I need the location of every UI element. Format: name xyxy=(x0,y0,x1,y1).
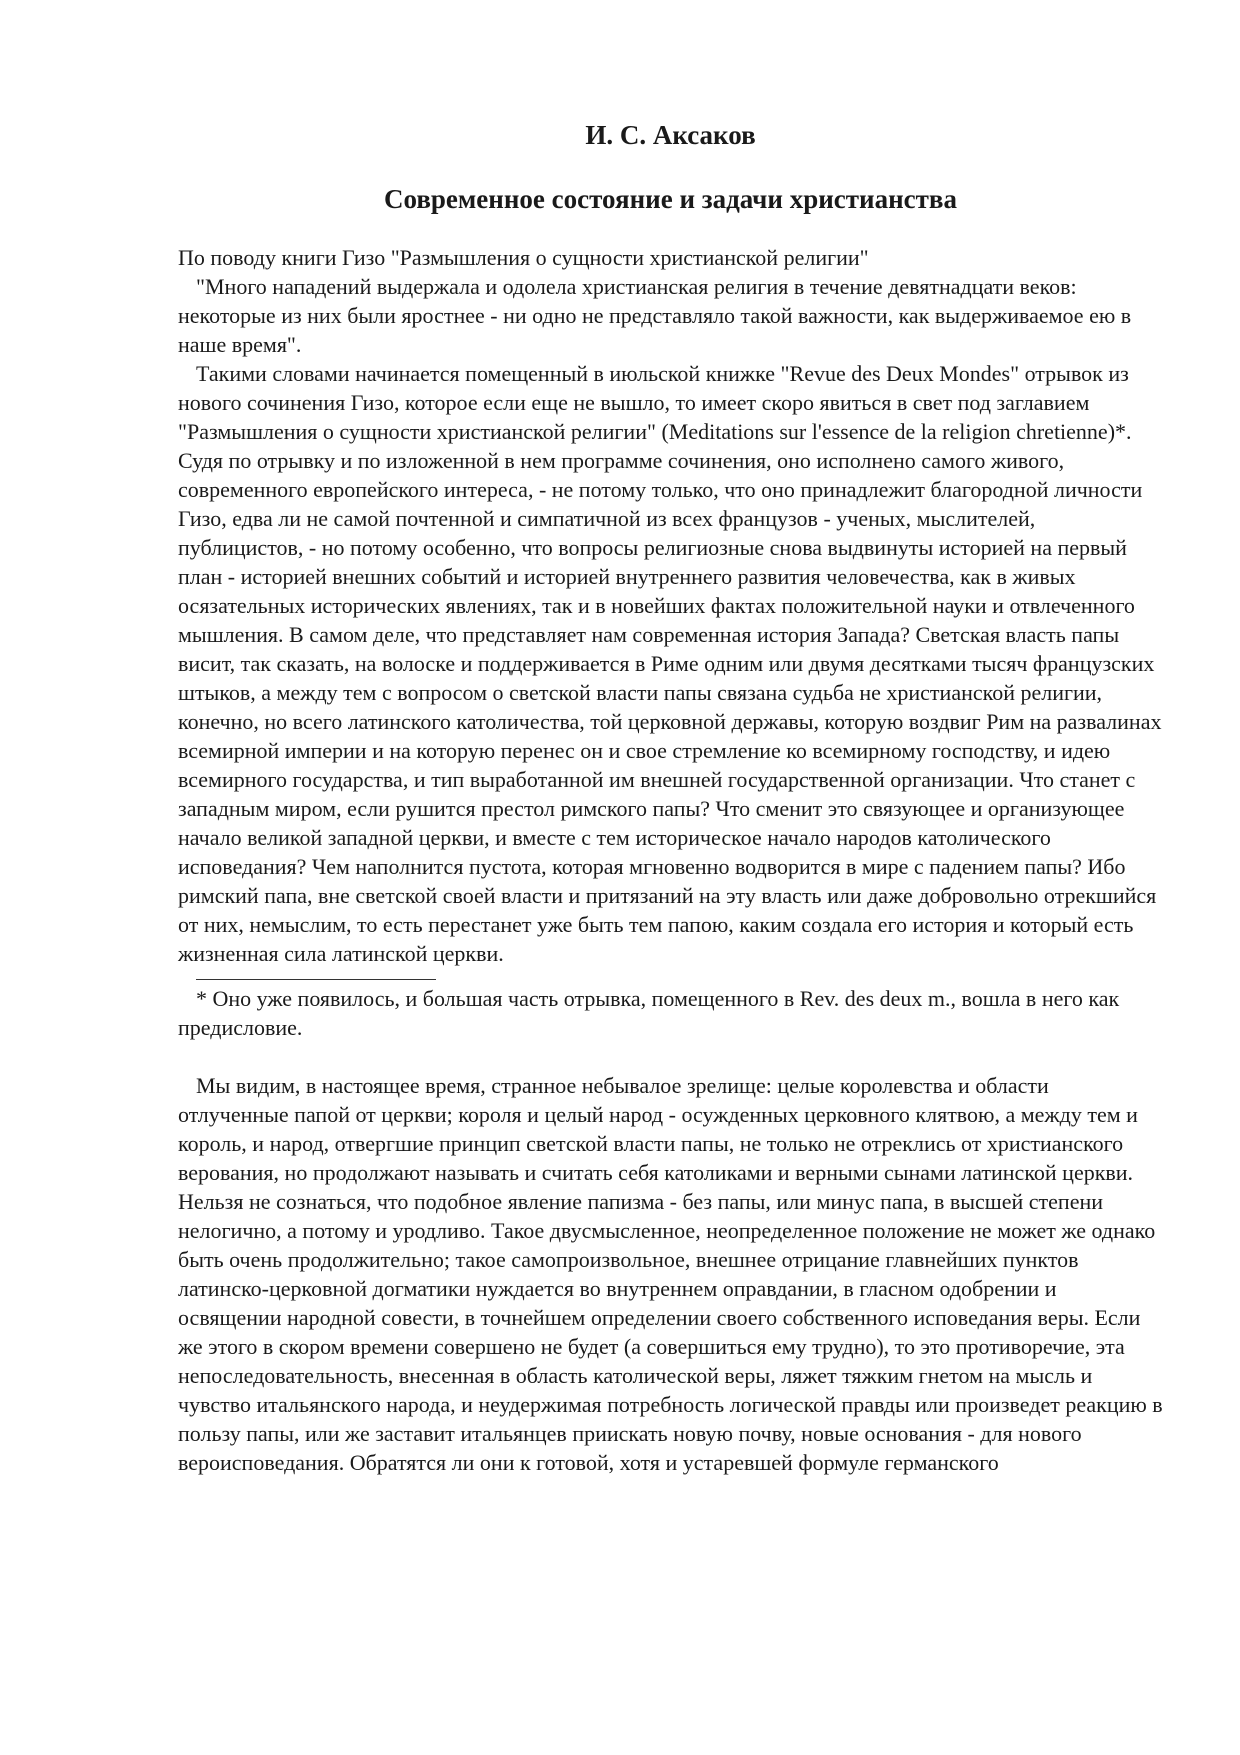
paragraph-2: Такими словами начинается помещенный в июльской книжке "Revue des Deux Mondes" отрывок из нового сочинения Гизо, которое если еще не вышло, то имеет скоро явиться в свет под заглавием "Размышления о сущности христианской религии" (Meditations sur l'essence de la religion chretienne)*. Судя по отрывку и по изложенной в нем программе сочинения, оно исполнено самого живого, современного европейского интереса, - не потому только, что оно принадлежит благородной личности Гизо, едва ли не самой почтенной и симпатичной из всех французов - ученых, мыслителей, публицистов, - но потому особенно, что вопросы религиозные снова выдвинуты историей на первый план - историей внешних событий и историей внутреннего развития человечества, как в живых осязательных исторических явлениях, так и в новейших фактах положительной науки и отвлеченного мышления. В самом деле, что представляет нам современная история Запада? Светская власть папы висит, так сказать, на волоске и поддерживается в Риме одним или двумя десятками тысяч французских штыков, а между тем с вопросом о светской власти папы связана судьба не христианской религии, конечно, но всего латинского католичества, той церковной державы, которую воздвиг Рим на развалинах всемирной империи и на которую перенес он и свое стремление ко всемирному господству, и идею всемирного государства, и тип выработанной им внешней государственной организации. Что станет с западным миром, если рушится престол римского папы? Что сменит это связующее и организующее начало великой западной церкви, и вместе с тем историческое начало народов католического исповедания? Чем наполнится пустота, которая мгновенно водворится в мире с падением папы? Ибо римский папа, вне светской своей власти и притязаний на эту власть или даже добровольно отрекшийся от них, немыслим, то есть перестанет уже быть тем папою, каким создала его история и который есть жизненная сила латинской церкви. xyxy=(178,361,1162,966)
footnote: * Оно уже появилось, и большая часть отрывка, помещенного в Rev. des deux m., вошла в него как предисловие. xyxy=(178,986,1120,1040)
footnote-separator xyxy=(196,979,436,980)
paragraph-gap xyxy=(178,1042,1163,1071)
paragraph-3: Мы видим, в настоящее время, странное небывалое зрелище: целые королевства и области отлученные папой от церкви; короля и целый народ - осужденных церковного клятвою, а между тем и король, и народ, отвергшие принцип светской власти папы, не только не отреклись от христианского верования, но продолжают называть и считать себя католиками и верными сынами латинской церкви. Нельзя не сознаться, что подобное явление папизма - без папы, или минус папа, в высшей степени нелогично, а потому и уродливо. Такое двусмысленное, неопределенное положение не может же однако быть очень продолжительно; такое самопроизвольное, внешнее отрицание главнейших пунктов латинско-церковной догматики нуждается во внутреннем оправдании, в гласном одобрении и освящении народной совести, в точнейшем определении своего собственного исповедания веры. Если же этого в скором времени совершено не будет (а совершиться ему трудно), то это противоречие, эта непоследовательность, внесенная в область католической веры, ляжет тяжким гнетом на мысль и чувство итальянского народа, и неудержимая потребность логической правды или произведет реакцию в пользу папы, или же заставит итальянцев приискать новую почву, новые основания - для нового вероисповедания. Обратятся ли они к готовой, хотя и устаревшей формуле германского xyxy=(178,1073,1163,1475)
author-name: И. С. Аксаков xyxy=(585,120,756,150)
document-title: Современное состояние и задачи христианства xyxy=(384,184,957,214)
paragraph-1: "Много нападений выдержала и одолела христианская религия в течение девятнадцати веков: некоторые из них были яростнее - ни одно не представляло такой важности, как выдерживаемое ею в наше время". xyxy=(178,274,1132,357)
subtitle-line: По поводу книги Гизо "Размышления о сущности христианской религии" xyxy=(178,245,869,270)
document-page xyxy=(178,118,1163,1477)
